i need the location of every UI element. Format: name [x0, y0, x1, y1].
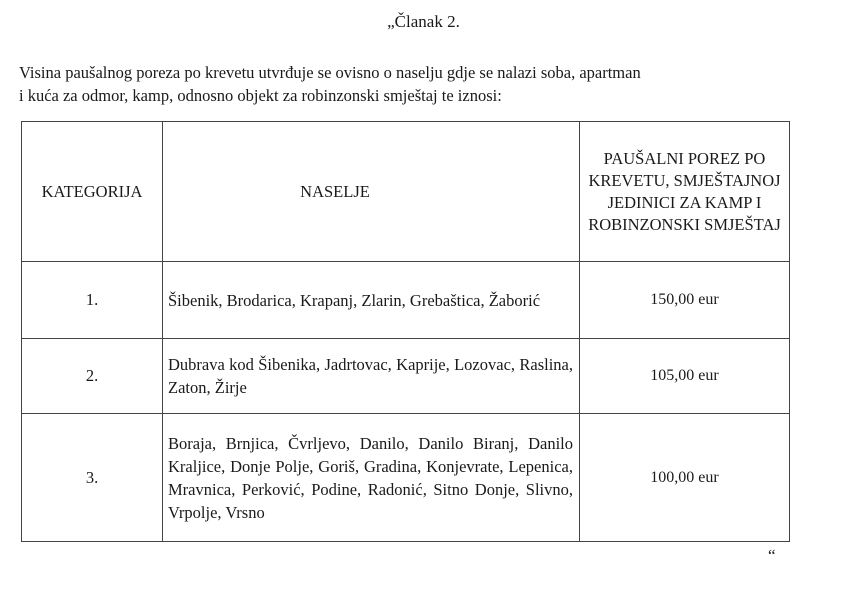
header-tax: PAUŠALNI POREZ PO KREVETU, SMJEŠTAJNOJ JEDINICI ZA KAMP I ROBINZONSKI SMJEŠTAJ [580, 122, 790, 262]
article-title: „Članak 2. [387, 12, 460, 31]
table-row [22, 414, 790, 542]
row-amount: 105,00 eur [580, 339, 790, 414]
row-category: 3. [22, 414, 163, 542]
row-settlements: Boraja, Brnjica, Čvrljevo, Danilo, Danilo Biranj, Danilo Kraljice, Donje Polje, Goriš, Gradina, Konjevrate, Lepenica, Mravnica, Perković, Podine, Radonić, Sitno Donje, Slivno, Vrpolje, Vrsno [163, 414, 580, 542]
row-settlements: Šibenik, Brodarica, Krapanj, Zlarin, Grebaštica, Žaborić [163, 262, 580, 339]
row-amount: 100,00 eur [580, 414, 790, 542]
intro-line-1: Visina paušalnog poreza po krevetu utvrđuje se ovisno o naselju gdje se nalazi soba, apartman [19, 63, 641, 82]
tax-rate-table [21, 121, 790, 542]
table-row [22, 262, 790, 339]
row-category: 1. [22, 262, 163, 339]
header-settlement-label: NASELJE [300, 181, 370, 201]
closing-quote: “ [768, 546, 776, 565]
header-category: KATEGORIJA [22, 122, 163, 262]
row-amount: 150,00 eur [580, 262, 790, 339]
row-settlements: Dubrava kod Šibenika, Jadrtovac, Kaprije, Lozovac, Raslina, Zaton, Žirje [163, 339, 580, 414]
table-header-row [22, 122, 790, 262]
intro-line-2: i kuća za odmor, kamp, odnosno objekt za robinzonski smještaj te iznosi: [19, 86, 502, 105]
header-settlement [163, 122, 580, 262]
intro-paragraph [19, 61, 819, 107]
row-category: 2. [22, 339, 163, 414]
table-row [22, 339, 790, 414]
